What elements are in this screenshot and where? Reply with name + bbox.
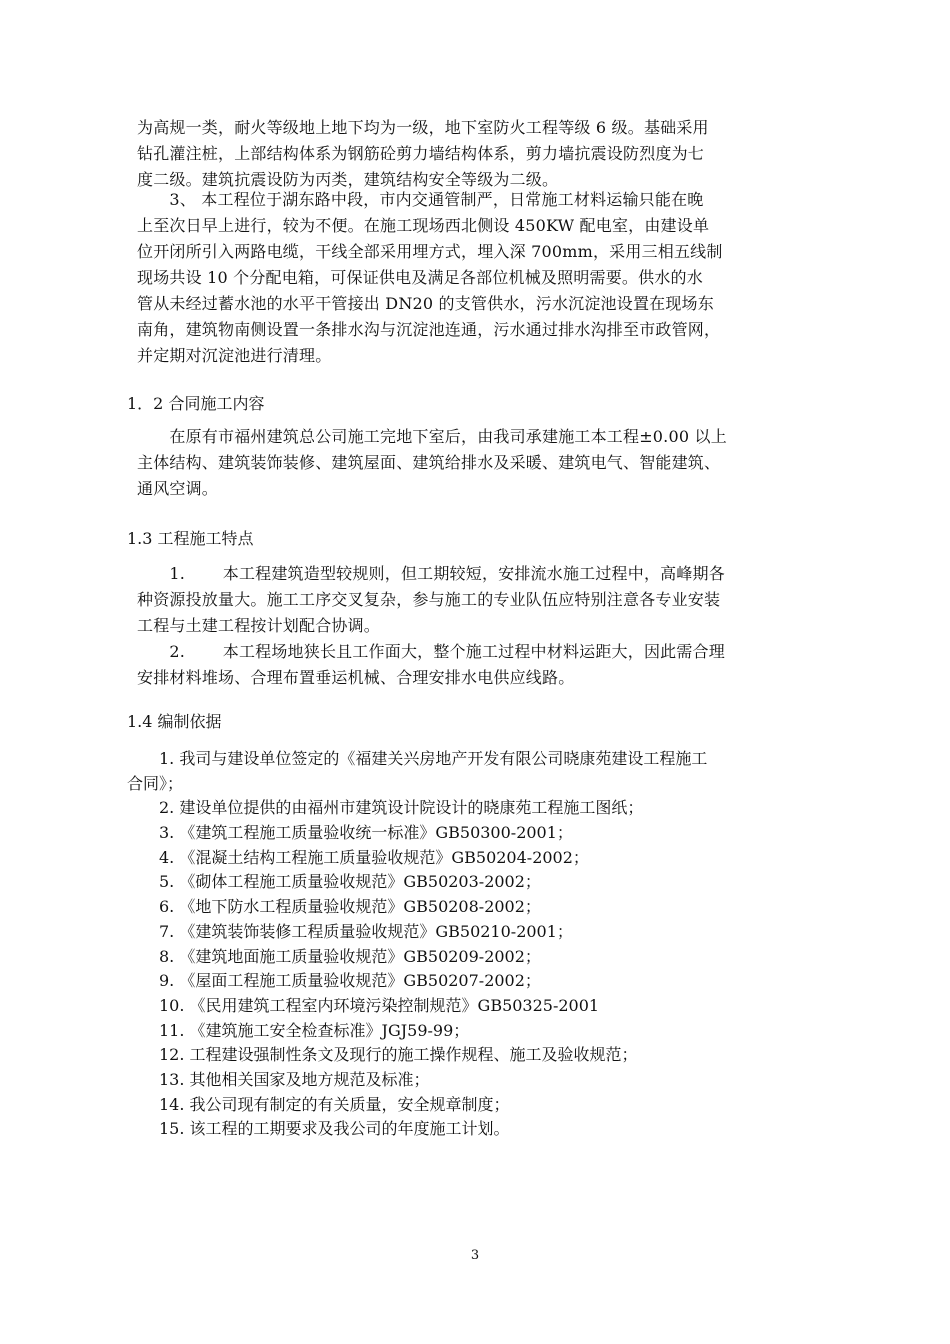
- item3-paragraph: [137, 187, 827, 369]
- list-item: 9. 《屋面工程施工质量验收规范》GB50207-2002；: [127, 971, 541, 991]
- list-item: 15. 该工程的工期要求及我公司的年度施工计划。: [127, 1119, 510, 1139]
- list-item: 11. 《建筑施工安全检查标准》JGJ59-99；: [127, 1020, 470, 1040]
- section-heading-1-3: 1.3 工程施工特点: [127, 529, 254, 548]
- list-item: 1. 我司与建设单位签定的《福建关兴房地产开发有限公司晓康苑建设工程施工: [127, 749, 708, 768]
- paragraph-line: 为高规一类，耐火等级地上地下均为一级，地下室防火工程等级 6 级。基础采用: [137, 118, 709, 137]
- paragraph-line: 安排材料堆场、合理布置垂运机械、合理安排水电供应线路。: [137, 668, 575, 687]
- list-item: 14. 我公司现有制定的有关质量，安全规章制度；: [127, 1094, 510, 1114]
- paragraph-line: 管从未经过蓄水池的水平干管接出 DN20 的支管供水，污水沉淀池设置在现场东: [137, 294, 714, 313]
- paragraph-line: 并定期对沉淀池进行清理。: [137, 346, 332, 365]
- section-heading-1-4: 1.4 编制依据: [127, 712, 222, 731]
- list-item: 8. 《建筑地面施工质量验收规范》GB50209-2002；: [127, 946, 541, 966]
- list-item: 2. 建设单位提供的由福州市建筑设计院设计的晓康苑工程施工图纸；: [127, 798, 644, 818]
- list-item: 合同》；: [127, 773, 184, 793]
- paragraph-line: 度二级。建筑抗震设防为丙类，建筑结构安全等级为二级。: [137, 170, 559, 189]
- paragraph-line: 在原有市福州建筑总公司施工完地下室后，由我司承建施工本工程±0.00 以上: [137, 427, 727, 446]
- paragraph-line: 现场共设 10 个分配电箱，可保证供电及满足各部位机械及照明需要。供水的水: [137, 268, 703, 287]
- paragraph-line: 1. 本工程建筑造型较规则，但工期较短，安排流水施工过程中，高峰期各: [137, 564, 725, 583]
- page-number: 3: [470, 1248, 480, 1263]
- paragraph-line: 通风空调。: [137, 479, 219, 498]
- paragraph-line: 2. 本工程场地狭长且工作面大，整个施工过程中材料运距大，因此需合理: [137, 642, 725, 661]
- paragraph-line: 主体结构、建筑装饰装修、建筑屋面、建筑给排水及采暖、建筑电气、智能建筑、: [137, 453, 721, 472]
- list-item: 6. 《地下防水工程质量验收规范》GB50208-2002；: [127, 897, 541, 917]
- paragraph-line: 种资源投放量大。施工工序交叉复杂，参与施工的专业队伍应特别注意各专业安装: [137, 590, 721, 609]
- paragraph-line: 工程与土建工程按计划配合协调。: [137, 616, 381, 635]
- intro-paragraph: [137, 115, 827, 193]
- list-item: 10. 《民用建筑工程室内环境污染控制规范》GB50325-2001: [127, 995, 600, 1015]
- list-item: 5. 《砌体工程施工质量验收规范》GB50203-2002；: [127, 872, 541, 892]
- list-item: 12. 工程建设强制性条文及现行的施工操作规程、施工及验收规范；: [127, 1045, 638, 1065]
- section-heading-1-2: 1．2 合同施工内容: [127, 394, 265, 413]
- paragraph-line: 上至次日早上进行，较为不便。在施工现场西北侧设 450KW 配电室，由建设单: [137, 216, 710, 235]
- paragraph-line: 钻孔灌注桩，上部结构体系为钢筋砼剪力墙结构体系，剪力墙抗震设防烈度为七: [137, 144, 705, 163]
- paragraph-line: 位开闭所引入两路电缆，干线全部采用埋方式，埋入深 700mm，采用三相五线制: [137, 242, 723, 261]
- list-item: 7. 《建筑装饰装修工程质量验收规范》GB50210-2001；: [127, 921, 573, 941]
- reference-list: [127, 747, 827, 1142]
- paragraph-line: 南角，建筑物南侧设置一条排水沟与沉淀池连通，污水通过排水沟排至市政管网，: [137, 320, 721, 339]
- list-item: 3. 《建筑工程施工质量验收统一标准》GB50300-2001；: [127, 823, 573, 843]
- list-item: 4. 《混凝土结构工程施工质量验收规范》GB50204-2002；: [127, 847, 589, 867]
- section-1-2-paragraph: [137, 424, 827, 502]
- paragraph-line: 3、 本工程位于湖东路中段，市内交通管制严，日常施工材料运输只能在晚: [137, 190, 704, 209]
- section-1-3-paragraph: [137, 561, 827, 691]
- list-item: 13. 其他相关国家及地方规范及标准；: [127, 1069, 430, 1089]
